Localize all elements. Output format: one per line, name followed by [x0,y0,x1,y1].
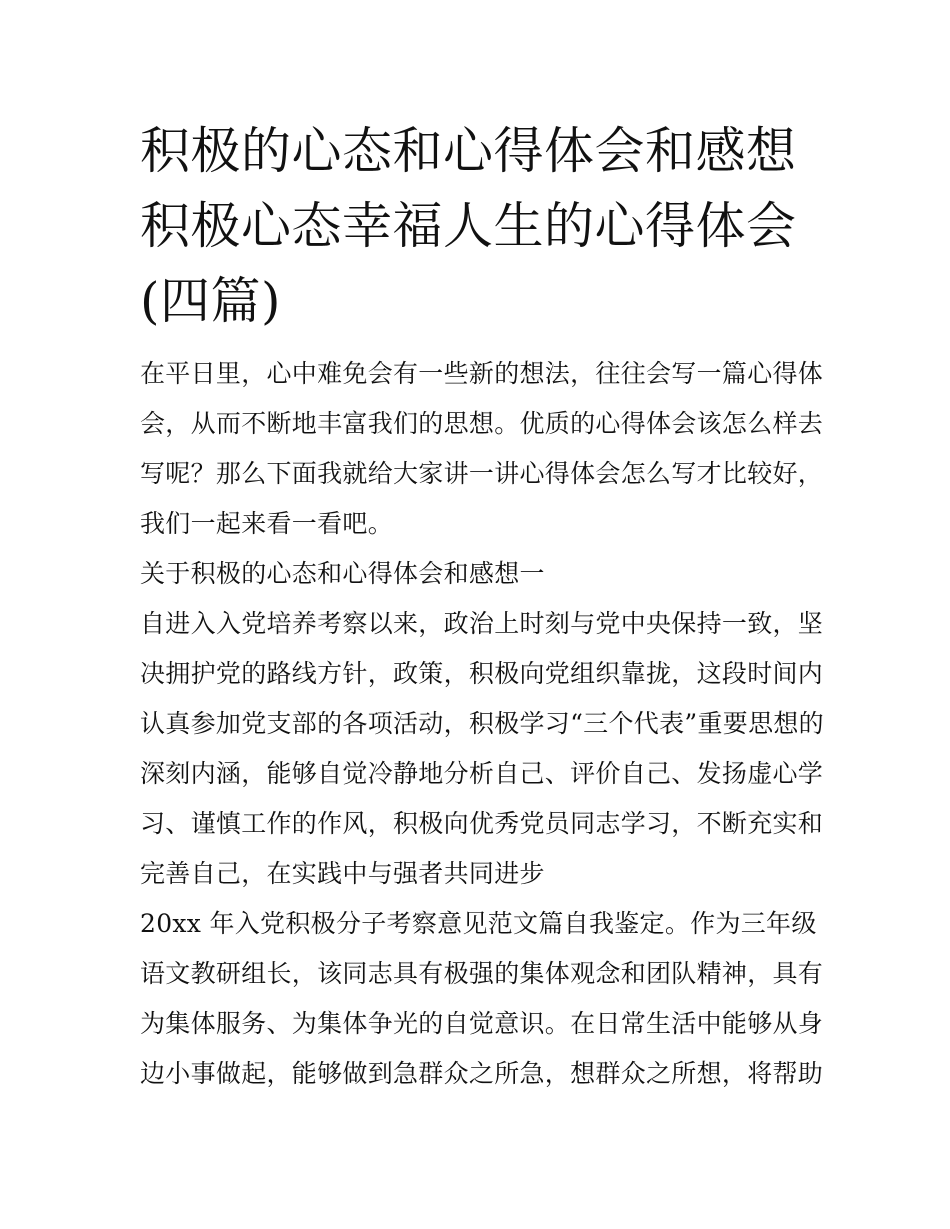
body-paragraph [140,899,824,1099]
text-line: 自进入入党培养考察以来，政治上时刻与党中央保持一致，坚 [140,609,824,638]
text-line: 边小事做起，能够做到急群众之所急，想群众之所想，将帮助 [140,1059,824,1088]
text-line: 深刻内涵，能够自觉冷静地分析自己、评价自己、发扬虚心学 [140,759,824,788]
text-line: 决拥护党的路线方针，政策，积极向党组织靠拢，这段时间内 [140,659,824,688]
text-line: 语文教研组长，该同志具有极强的集体观念和团队精神，具有 [140,959,824,988]
title-line: 积极的心态和心得体会和感想 [140,122,797,180]
text-line: 完善自己，在实践中与强者共同进步 [140,859,545,888]
document-title [140,114,815,339]
text-line: 我们一起来看一看吧。 [140,509,394,538]
body-paragraph [140,599,824,899]
text-line: 写呢？那么下面我就给大家讲一讲心得体会怎么写才比较好， [140,459,824,488]
text-line: 认真参加党支部的各项活动，积极学习“三个代表”重要思想的 [140,709,824,738]
text-line: 为集体服务、为集体争光的自觉意识。在日常生活中能够从身 [140,1009,824,1038]
text-line: 在平日里，心中难免会有一些新的想法，往往会写一篇心得体 [140,359,824,388]
text-line: 会，从而不断地丰富我们的思想。优质的心得体会该怎么样去 [140,409,824,438]
title-line: (四篇) [140,272,282,330]
text-line: 习、谨慎工作的作风，积极向优秀党员同志学习，不断充实和 [140,809,824,838]
document-body [140,114,824,1099]
title-line: 积极心态幸福人生的心得体会 [140,197,797,255]
text-line: 关于积极的心态和心得体会和感想一 [140,559,545,588]
text-line: 20xx 年入党积极分子考察意见范文篇自我鉴定。作为三年级 [140,909,817,938]
intro-paragraph [140,349,824,549]
section-heading [140,549,815,599]
